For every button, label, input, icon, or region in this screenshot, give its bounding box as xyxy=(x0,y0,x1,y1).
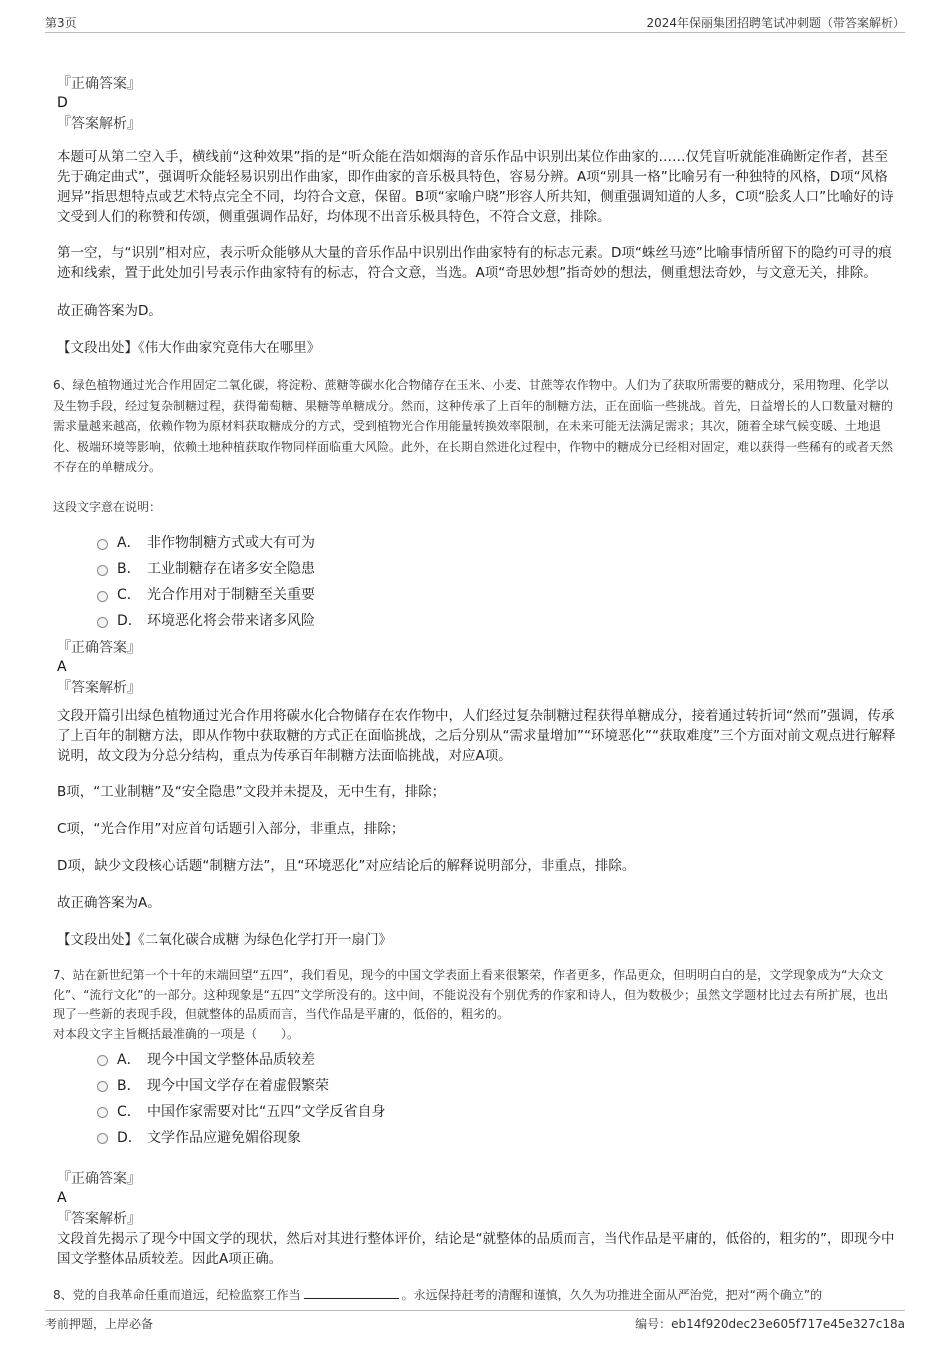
option-letter: A． xyxy=(117,1051,141,1068)
passage-source: 【文段出处】《伟大作曲家究竟伟大在哪里》 xyxy=(57,340,321,356)
page-content xyxy=(53,75,899,1305)
stem-text-before: 8、党的自我革命任重而道远，纪检监察工作当 xyxy=(53,1287,301,1302)
analysis-label: 『答案解析』 xyxy=(57,680,141,696)
stem-text-after: 。永远保持赶考的清醒和谨慎，久久为功推进全面从严治党，把对“两个确立”的 xyxy=(401,1287,823,1302)
option-b[interactable] xyxy=(97,1072,899,1098)
analysis-paragraph: D项，缺少文段核心话题“制糖方法”，且“环境恶化”对应结论后的解释说明部分，非重点，排除。 xyxy=(57,858,636,874)
option-letter: B． xyxy=(117,1077,141,1094)
question-8 xyxy=(53,1285,899,1306)
fill-in-blank xyxy=(304,1286,399,1299)
analysis-paragraph: B项，“工业制糖”及“安全隐患”文段并未提及，无中生有，排除； xyxy=(57,784,446,800)
option-a[interactable] xyxy=(97,1046,899,1072)
question-prompt: 对本段文字主旨概括最准确的一项是（ ）。 xyxy=(53,1026,300,1041)
serial-value: eb14f920dec23e605f717e45e327c18a xyxy=(671,1317,905,1331)
radio-button-icon[interactable] xyxy=(97,591,108,602)
option-letter: D． xyxy=(117,1129,142,1146)
question-prompt: 这段文字意在说明： xyxy=(53,499,162,514)
option-letter: C． xyxy=(117,1103,141,1120)
option-text: 环境恶化将会带来诸多风险 xyxy=(147,613,315,629)
answer-options xyxy=(97,1046,899,1150)
footer-slogan: 考前押题，上岸必备 xyxy=(45,1317,154,1331)
document-title: 2024年保丽集团招聘笔试冲刺题（带答案解析） xyxy=(646,16,905,30)
radio-button-icon[interactable] xyxy=(97,617,108,628)
analysis-conclusion: 故正确答案为D。 xyxy=(57,303,162,319)
page-number: 第3页 xyxy=(45,16,77,30)
analysis-paragraph: C项，“光合作用”对应首句话题引入部分，非重点，排除； xyxy=(57,821,405,837)
option-d[interactable] xyxy=(97,607,899,633)
correct-answer-label: 『正确答案』 xyxy=(57,1170,141,1187)
option-c[interactable] xyxy=(97,1098,899,1124)
answer-options xyxy=(97,529,899,633)
option-d[interactable] xyxy=(97,1124,899,1150)
radio-button-icon[interactable] xyxy=(97,1107,108,1118)
analysis-label: 『答案解析』 xyxy=(57,1210,141,1227)
question-stem: 6、绿色植物通过光合作用固定二氧化碳，将淀粉、蔗糖等碳水化合物储存在玉米、小麦、甘蔗等农作物中。人们为了获取所需要的糖成分，采用物理、化学以及生物手段，经过复杂制糖过程，获得葡萄糖、果糖等单糖成分。然而，这种传承了上百年的制糖方法，正在面临一些挑战。首先，日益增长的人口数量对糖的需求量越来越高，依赖作物为原材料获取糖成分的方式，受到植物光合作用能量转换效率限制，在未来可能无法满足需求；其次，随着全球气候变暖、土地退化、极端环境等影响，依赖土地种植获取作物同样面临重大风险。此外，在长期自然进化过程中，作物中的糖成分已经相对固定，难以获得一些稀有的或者天然不存在的单糖成分。 xyxy=(53,378,894,474)
correct-answer-value: A xyxy=(57,659,67,675)
radio-button-icon[interactable] xyxy=(97,539,108,550)
question-7 xyxy=(53,966,899,1269)
question-stem: 7、站在新世纪第一个十年的末端回望“五四”，我们看见，现今的中国文学表面上看来很繁荣，作者更多，作品更众，但明明白白的是，文学现象成为“大众文化”、“流行文化”的一部分。这种现象是“五四”文学所没有的。这中间，不能说没有个别优秀的作家和诗人，但为数极少；虽然文学题材比过去有所扩展，也出现了一些新的表现手段，但就整体的品质而言，当代作品是平庸的，低俗的，粗劣的。 xyxy=(53,968,889,1021)
question-6 xyxy=(53,375,899,950)
radio-button-icon[interactable] xyxy=(97,1081,108,1092)
analysis-paragraph: 文段首先揭示了现今中国文学的现状，然后对其进行整体评价，结论是“就整体的品质而言，当代作品是平庸的，低俗的，粗劣的”，即现今中国文学整体品质较差。因此A项正确。 xyxy=(57,1230,895,1267)
option-letter: A． xyxy=(117,535,141,551)
serial-label: 编号： xyxy=(635,1317,672,1331)
correct-answer-label: 『正确答案』 xyxy=(57,76,141,92)
analysis-paragraph: 本题可从第二空入手，横线前“这种效果”指的是“听众能在浩如烟海的音乐作品中识别出某位作曲家的……仅凭盲听就能准确断定作者，甚至先于确定曲式”，强调听众能轻易识别出作曲家，即作曲家的音乐极具特色，容易分辨。A项“别具一格”比喻另有一种独特的风格，D项“风格迥异”指思想特点或艺术特点完全不同，均符合文意，保留。B项“家喻户晓”形容人所共知，侧重强调知道的人多，C项“脍炙人口”比喻好的诗文受到人们的称赞和传颂，侧重强调作品好，均体现不出音乐极具特色，不符合文意，排除。 xyxy=(57,149,894,225)
option-text: 现今中国文学存在着虚假繁荣 xyxy=(147,1077,329,1094)
option-a[interactable] xyxy=(97,529,899,555)
option-text: 文学作品应避免媚俗现象 xyxy=(147,1129,301,1146)
question-stem xyxy=(53,1285,899,1306)
analysis-conclusion: 故正确答案为A。 xyxy=(57,895,161,911)
radio-button-icon[interactable] xyxy=(97,1133,108,1144)
analysis-label: 『答案解析』 xyxy=(57,116,141,132)
correct-answer-value: A xyxy=(57,1189,67,1206)
option-text: 现今中国文学整体品质较差 xyxy=(147,1051,315,1068)
option-letter: B． xyxy=(117,561,141,577)
radio-button-icon[interactable] xyxy=(97,1055,108,1066)
page-header xyxy=(45,12,905,33)
option-text: 非作物制糖方式或大有可为 xyxy=(147,535,315,551)
analysis-paragraph: 第一空，与“识别”相对应，表示听众能够从大量的音乐作品中识别出作曲家特有的标志元素。D项“蛛丝马迹”比喻事情所留下的隐约可寻的痕迹和线索，置于此处加引号表示作曲家特有的标志，符合文意，当选。A项“奇思妙想”指奇妙的想法，侧重想法奇妙，与文意无关，排除。 xyxy=(57,245,892,281)
option-b[interactable] xyxy=(97,555,899,581)
radio-button-icon[interactable] xyxy=(97,565,108,576)
passage-source: 【文段出处】《二氧化碳合成糖 为绿色化学打开一扇门》 xyxy=(57,932,393,948)
correct-answer-value: D xyxy=(57,95,68,111)
option-letter: C． xyxy=(117,587,141,603)
analysis-paragraph: 文段开篇引出绿色植物通过光合作用将碳水化合物储存在农作物中，人们经过复杂制糖过程获得单糖成分，接着通过转折词“然而”强调，传承了上百年的制糖方法，即从作物中获取糖的方式正在面临挑战，之后分别从“需求量增加”“环境恶化”“获取难度”三个方面对前文观点进行解释说明，故文段为分总分结构，重点为传承百年制糖方法面临挑战，对应A项。 xyxy=(57,708,896,764)
option-letter: D． xyxy=(117,613,142,629)
option-text: 光合作用对于制糖至关重要 xyxy=(147,587,315,603)
serial-number xyxy=(635,1315,905,1332)
question-5-answer xyxy=(57,75,899,358)
option-text: 工业制糖存在诸多安全隐患 xyxy=(147,561,315,577)
page-footer xyxy=(45,1310,905,1331)
correct-answer-label: 『正确答案』 xyxy=(57,640,141,656)
option-c[interactable] xyxy=(97,581,899,607)
option-text: 中国作家需要对比“五四”文学反省自身 xyxy=(147,1103,386,1120)
